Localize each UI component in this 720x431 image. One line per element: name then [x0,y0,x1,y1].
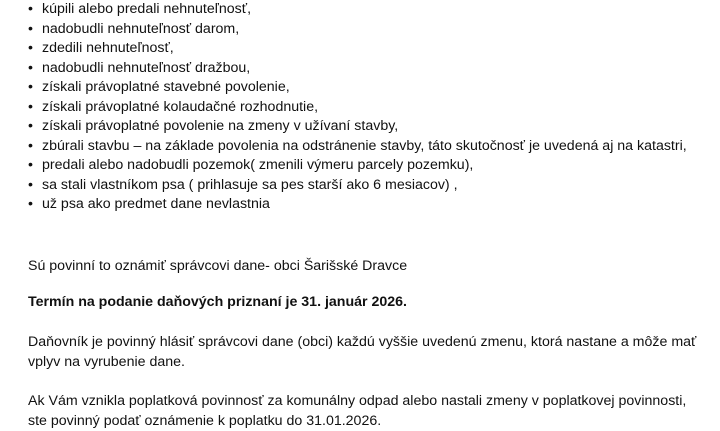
list-item: • kúpili alebo predali nehnuteľnosť, [28,0,708,20]
change-list [28,0,708,215]
obligation-paragraph: Sú povinní to oznámiť správcovi dane- obci Šarišské Dravce [28,258,408,274]
bullet-icon: • [28,176,33,193]
list-item: • sa stali vlastníkom psa ( prihlasuje sa pes starší ako 6 mesiacov) , [28,176,708,196]
bullet-icon: • [28,137,33,154]
list-item: • zdedili nehnuteľnosť, [28,39,708,59]
bullet-icon: • [28,40,33,56]
bullet-icon: • [28,20,33,37]
list-item: • získali právoplatné kolaudačné rozhodnutie, [28,98,708,118]
deadline-paragraph: Termín na podanie daňových priznaní je 31. január 2026. [28,294,407,310]
list-item: • už psa ako predmet dane nevlastnia [28,195,708,215]
list-item: • získali právoplatné stavebné povolenie, [28,78,708,98]
bullet-icon: • [28,79,33,95]
list-item: • nadobudli nehnuteľnosť darom, [28,20,708,40]
bullet-icon: • [28,98,33,115]
list-item: • získali právoplatné povolenie na zmeny v užívaní stavby, [28,117,708,137]
bullet-icon: • [28,196,33,212]
bullet-icon: • [28,118,33,134]
bullet-icon: • [28,1,33,17]
list-item: • nadobudli nehnuteľnosť dražbou, [28,59,708,79]
waste-fee-paragraph: Ak Vám vznikla poplatková povinnosť za komunálny odpad alebo nastali zmeny v poplatkovej povinnosti, ste povinný podať oznámenie k poplatku do 31.01.2026. [28,393,687,429]
report-paragraph: Daňovník je povinný hlásiť správcovi dane (obci) každú vyššie uvedenú zmenu, ktorá nastane a môže mať vplyv na vyrubenie dane. [28,334,697,370]
bullet-icon: • [28,59,33,76]
list-item: • zbúrali stavbu – na základe povolenia na odstránenie stavby, táto skutočnosť je uvedená aj na katastri, [28,137,708,157]
list-item: • predali alebo nadobudli pozemok( zmenili výmeru parcely pozemku), [28,156,708,176]
bullet-icon: • [28,157,33,173]
